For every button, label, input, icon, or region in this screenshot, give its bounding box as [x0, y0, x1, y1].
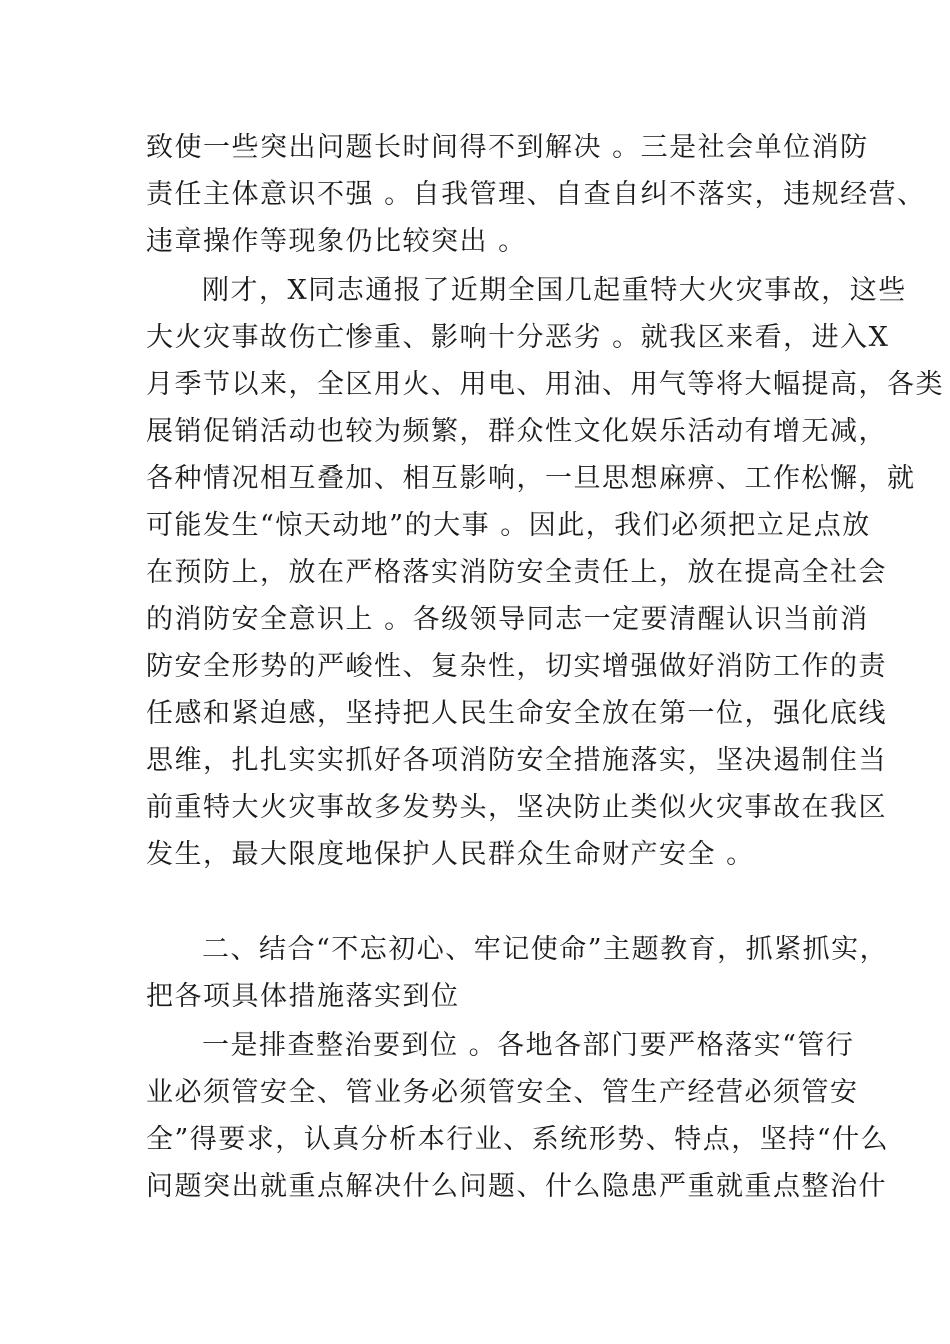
- text-line: 一是排查整治要到位 。各地各部门要严格落实“管行: [202, 1030, 855, 1061]
- section-heading: [146, 926, 889, 1020]
- heading-line: 把各项具体措施落实到位: [146, 981, 460, 1012]
- text-line: 可能发生“惊天动地”的大事 。因此，我们必须把立足点放: [146, 510, 871, 541]
- text-line: 刚才，X同志通报了近期全国几起重特大火灾事故，这些: [202, 275, 907, 306]
- text-line: 思维，扎扎实实抓好各项消防安全措施落实，坚决遏制住当: [146, 745, 887, 776]
- text-line: 展销促销活动也较为频繁，群众性文化娱乐活动有增无减，: [146, 416, 887, 447]
- text-line: 全”得要求，认真分析本行业、系统形势、特点，坚持“什么: [146, 1124, 890, 1155]
- text-line: 前重特大火灾事故多发势头，坚决防止类似火灾事故在我区: [146, 792, 887, 823]
- text-line: 防安全形势的严峻性、复杂性，切实增强做好消防工作的责: [146, 651, 887, 682]
- text-line: 的消防安全意识上 。各级领导同志一定要清醒认识当前消: [146, 604, 869, 635]
- text-line: 各种情况相互叠加、相互影响，一旦思想麻痹、工作松懈，就: [146, 463, 916, 494]
- text-line: 违章操作等现象仍比较突出 。: [146, 226, 527, 257]
- text-line: 致使一些突出问题长时间得不到解决 。三是社会单位消防: [146, 132, 869, 163]
- text-line: 责任主体意识不强 。自我管理、自查自纠不落实，违规经营、: [146, 179, 926, 210]
- text-line: 问题突出就重点解决什么问题、什么隐患严重就重点整治什: [146, 1171, 887, 1202]
- text-line: 业必须管安全、管业务必须管安全、管生产经营必须管安: [146, 1077, 859, 1108]
- text-line: 月季节以来，全区用火、用电、用油、用气等将大幅提高，各类: [146, 369, 944, 400]
- text-line: 任感和紧迫感，坚持把人民生命安全放在第一位，强化底线: [146, 698, 887, 729]
- text-line: 发生，最大限度地保护人民群众生命财产安全 。: [146, 839, 755, 870]
- paragraph-continued: [146, 124, 926, 265]
- paragraph-inspection: [146, 1022, 890, 1210]
- heading-line: 二、结合“不忘初心、牢记使命”主题教育，抓紧抓实，: [202, 934, 889, 965]
- text-line: 大火灾事故伤亡惨重、影响十分恶劣 。就我区来看，进入X: [146, 322, 890, 353]
- paragraph-fire-accidents: [146, 267, 944, 878]
- text-line: 在预防上，放在严格落实消防安全责任上，放在提高全社会: [146, 557, 887, 588]
